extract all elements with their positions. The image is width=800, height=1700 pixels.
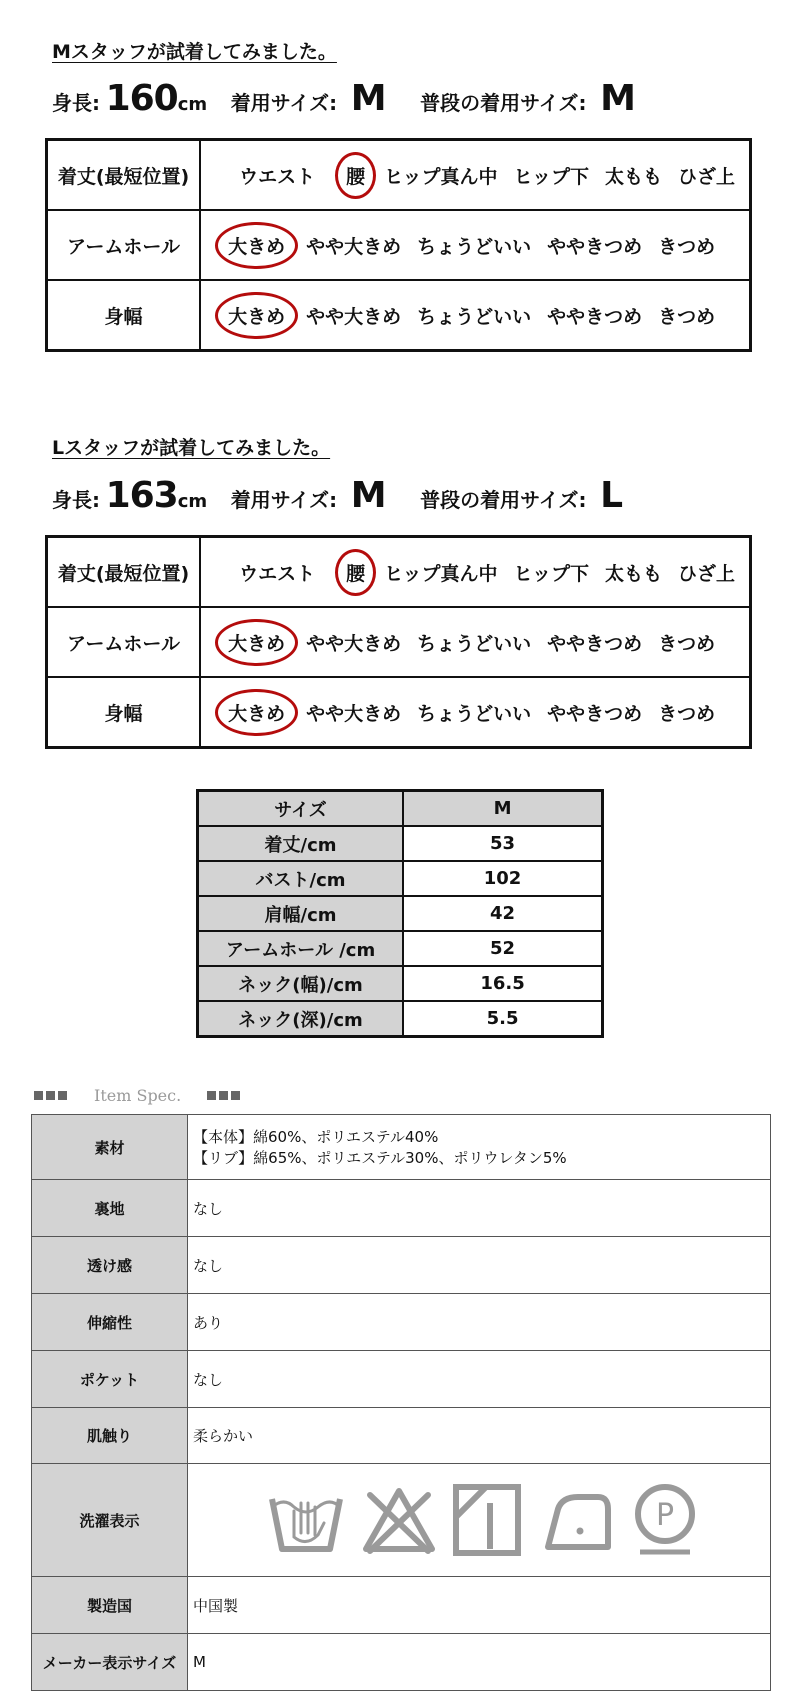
fit-row-armhole [47, 210, 751, 280]
fit-option: ヒップ下 [513, 562, 589, 585]
spec-row-stretch [32, 1294, 771, 1351]
spec-value: 中国製 [188, 1577, 771, 1634]
spec-row-maker-size [32, 1634, 771, 1691]
material-rib: 【リブ】綿65%、ポリエステル30%、ポリウレタン5% [193, 1149, 567, 1167]
usual-size-value: L [600, 475, 624, 516]
fit-row-label: 身幅 [47, 677, 201, 748]
staff-l-title: Lスタッフが試着してみました。 [52, 437, 331, 459]
fit-option: きつめ [658, 702, 716, 725]
fit-option: やや大きめ [306, 235, 402, 258]
fit-option: ひざ上 [677, 165, 735, 188]
fit-row-armhole [47, 607, 751, 677]
fit-row-label: アームホール [47, 210, 201, 280]
wear-size-value: M [350, 475, 387, 516]
size-row-value: 52 [403, 931, 602, 966]
fit-option: やや大きめ [306, 305, 402, 328]
square-bullet-icon [207, 1091, 216, 1100]
staff-l-stats [52, 475, 651, 516]
height-value: 163 [105, 475, 178, 516]
fit-option-selected: 大きめ [215, 292, 298, 339]
staff-m-stats [52, 78, 664, 119]
spec-label: ポケット [32, 1351, 188, 1408]
spec-label: 透け感 [32, 1237, 188, 1294]
fit-option: ウエスト [239, 562, 316, 585]
fit-option-selected: 腰 [335, 152, 376, 199]
fit-option: ヒップ真ん中 [384, 562, 498, 585]
material-body: 【本体】綿60%、ポリエステル40% [193, 1128, 439, 1146]
size-row-value: 42 [403, 896, 602, 931]
table-row [198, 931, 603, 966]
table-row [198, 896, 603, 931]
fit-options [200, 537, 750, 608]
fit-option: ややきつめ [547, 702, 643, 725]
dry-clean-letter: P [655, 1498, 674, 1533]
drip-dry-in-shade-icon [452, 1483, 522, 1557]
fit-option-selected: 大きめ [215, 689, 298, 736]
spec-row-lining [32, 1180, 771, 1237]
spec-label: 伸縮性 [32, 1294, 188, 1351]
fit-option: ヒップ真ん中 [384, 165, 498, 188]
table-row [198, 966, 603, 1001]
spec-label: 裏地 [32, 1180, 188, 1237]
fit-option-selected: 大きめ [215, 619, 298, 666]
size-row-label: ネック(深)/cm [198, 1001, 404, 1037]
height-value: 160 [105, 78, 178, 119]
fit-option-selected: 大きめ [215, 222, 298, 269]
spec-value: なし [188, 1180, 771, 1237]
spec-value: M [188, 1634, 771, 1691]
fit-row-length [47, 537, 751, 608]
table-row [198, 826, 603, 861]
usual-size-label: 普段の着用サイズ: [420, 488, 587, 512]
fit-option: ちょうどいい [417, 305, 532, 328]
square-bullet-icon [34, 1091, 43, 1100]
item-spec-title: Item Spec. [94, 1086, 182, 1105]
fit-row-label: 着丈(最短位置) [47, 537, 201, 608]
hand-wash-icon [266, 1485, 346, 1555]
fit-row-length [47, 140, 751, 211]
square-bullet-icon [231, 1091, 240, 1100]
spec-label: 素材 [32, 1115, 188, 1180]
spec-row-care [32, 1464, 771, 1577]
spec-value: なし [188, 1351, 771, 1408]
fit-option: きつめ [658, 632, 716, 655]
usual-size-value: M [600, 78, 636, 119]
do-not-bleach-icon [362, 1485, 436, 1555]
size-row-label: 肩幅/cm [198, 896, 404, 931]
fit-option-selected: 腰 [335, 549, 376, 596]
size-header-label: サイズ [198, 791, 404, 827]
fit-option: 太もも [604, 562, 662, 585]
spec-row-material [32, 1115, 771, 1180]
height-label: 身長: [52, 91, 100, 115]
fit-options [200, 140, 750, 211]
staff-l-fit-table [45, 535, 752, 749]
height-unit: cm [177, 94, 208, 115]
size-row-label: バスト/cm [198, 861, 404, 896]
item-spec-table [31, 1114, 771, 1691]
fit-option: ウエスト [239, 165, 316, 188]
size-row-value: 16.5 [403, 966, 602, 1001]
fit-option: やや大きめ [306, 632, 402, 655]
spec-row-sheer [32, 1237, 771, 1294]
table-row [198, 1001, 603, 1037]
size-table-header [198, 791, 603, 827]
fit-option: ちょうどいい [417, 702, 532, 725]
spec-row-texture [32, 1408, 771, 1464]
square-bullet-icon [58, 1091, 67, 1100]
spec-label: 製造国 [32, 1577, 188, 1634]
size-row-label: 着丈/cm [198, 826, 404, 861]
square-bullet-icon [46, 1091, 55, 1100]
size-header-value: M [403, 791, 602, 827]
fit-option: ややきつめ [547, 305, 643, 328]
square-bullet-icon [219, 1091, 228, 1100]
height-unit: cm [177, 491, 208, 512]
fit-option: ややきつめ [547, 235, 643, 258]
iron-low-icon [538, 1487, 616, 1553]
usual-size-label: 普段の着用サイズ: [420, 91, 587, 115]
fit-option: ヒップ下 [513, 165, 589, 188]
staff-m-title: Mスタッフが試着してみました。 [52, 41, 337, 63]
spec-row-pocket [32, 1351, 771, 1408]
fit-option: ややきつめ [547, 632, 643, 655]
spec-label: メーカー表示サイズ [32, 1634, 188, 1691]
fit-options [200, 210, 750, 280]
spec-label: 洗濯表示 [32, 1464, 188, 1577]
size-row-label: ネック(幅)/cm [198, 966, 404, 1001]
size-table [196, 789, 604, 1038]
fit-option: ひざ上 [677, 562, 735, 585]
fit-option: ちょうどいい [417, 235, 532, 258]
staff-m-fit-table [45, 138, 752, 352]
spec-value: なし [188, 1237, 771, 1294]
spec-value: あり [188, 1294, 771, 1351]
size-row-value: 102 [403, 861, 602, 896]
item-spec-heading [34, 1085, 243, 1105]
fit-option: やや大きめ [306, 702, 402, 725]
size-row-value: 53 [403, 826, 602, 861]
spec-label: 肌触り [32, 1408, 188, 1464]
care-symbols [188, 1464, 771, 1577]
spec-row-origin [32, 1577, 771, 1634]
wear-size-label: 着用サイズ: [230, 91, 338, 115]
fit-row-label: 着丈(最短位置) [47, 140, 201, 211]
table-row [198, 861, 603, 896]
fit-row-width [47, 677, 751, 748]
wear-size-label: 着用サイズ: [230, 488, 338, 512]
fit-option: ちょうどいい [417, 632, 532, 655]
fit-row-label: アームホール [47, 607, 201, 677]
fit-options [200, 677, 750, 748]
size-row-value: 5.5 [403, 1001, 602, 1037]
spec-value: 柔らかい [188, 1408, 771, 1464]
fit-option: きつめ [658, 305, 716, 328]
fit-row-width [47, 280, 751, 351]
spec-value [188, 1115, 771, 1180]
dry-clean-p-icon [632, 1482, 698, 1558]
fit-row-label: 身幅 [47, 280, 201, 351]
fit-options [200, 280, 750, 351]
size-row-label: アームホール /cm [198, 931, 404, 966]
fit-option: 太もも [604, 165, 662, 188]
fit-options [200, 607, 750, 677]
height-label: 身長: [52, 488, 100, 512]
fit-option: きつめ [658, 235, 716, 258]
wear-size-value: M [350, 78, 387, 119]
